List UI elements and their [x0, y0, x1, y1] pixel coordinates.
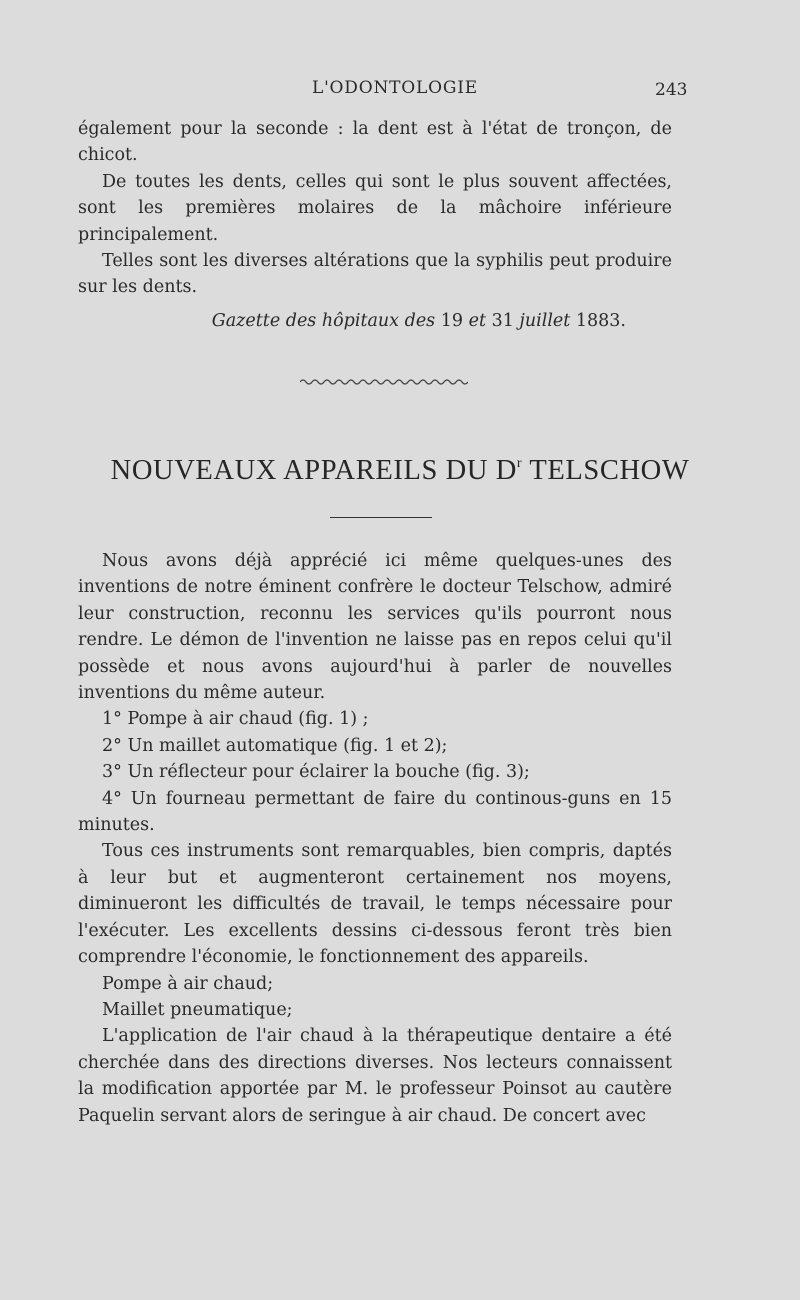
- article-body: [78, 548, 672, 1129]
- citation-et: et: [468, 311, 486, 331]
- section-title-end: TELSCHOW: [522, 455, 690, 486]
- citation: [78, 308, 672, 334]
- intro-paragraph: Nous avons déjà apprécié ici même quelques-unes des inventions de notre éminent confrère le docteur Telschow, admiré leur construction, reconnu les services qu'ils pourront nous rendre. Le démon de l'invention ne laisse pas en repos celui qu'il possède et nous avons aujourd'hui à parler de nouvelles inventions du même auteur.: [78, 551, 672, 704]
- running-header: [0, 78, 800, 102]
- paragraph: Tous ces instruments sont remarquables, bien compris, daptés à leur but et augmenteront certainement nos moyens, diminueront les difficultés de travail, le temps nécessaire pour l'exécuter. Les excellents dessins ci-dessous feront très bien comprendre l'économie, le fonctionnement des appareils.: [78, 841, 672, 968]
- subheading-line: Pompe à air chaud;: [102, 973, 274, 994]
- section-title-main: NOUVEAUX APPAREILS DU D: [110, 455, 517, 486]
- list-item: 1° Pompe à air chaud (fig. 1) ;: [102, 709, 369, 730]
- citation-day1: 19: [440, 311, 464, 331]
- top-text-block: [78, 116, 672, 301]
- citation-source: Gazette des hôpitaux des: [211, 311, 436, 331]
- section-title: [0, 455, 800, 487]
- subheading-line: Maillet pneumatique;: [102, 999, 293, 1020]
- paragraph: De toutes les dents, celles qui sont le plus souvent affectées, sont les premières molaires de la mâchoire inférieure principalement.: [78, 171, 672, 245]
- citation-day2: 31: [491, 311, 514, 331]
- page-number: 243: [655, 80, 688, 100]
- running-title: L'ODONTOLOGIE: [312, 78, 478, 98]
- list-item: 3° Un réflecteur pour éclairer la bouche (fig. 3);: [102, 762, 530, 783]
- list-item: 4° Un fourneau permettant de faire du continous-guns en 15 minutes.: [78, 788, 672, 836]
- title-rule: [330, 517, 432, 518]
- wavy-ornament: [300, 376, 468, 388]
- section-title-sup: r: [516, 455, 523, 471]
- paragraph-continuation: également pour la seconde : la dent est à l'état de tronçon, de chicot.: [78, 119, 672, 166]
- paragraph: L'application de l'air chaud à la thérapeutique dentaire a été cherchée dans des directions diverses. Nos lecteurs connaissent la modification apportée par M. le professeur Poinsot au cautère Paquelin servant alors de seringue à air chaud. De concert avec: [78, 1026, 672, 1126]
- citation-month: juillet: [519, 311, 571, 331]
- list-item: 2° Un maillet automatique (fig. 1 et 2);: [102, 735, 448, 756]
- paragraph: Telles sont les diverses altérations que la syphilis peut produire sur les dents.: [78, 251, 672, 298]
- citation-year: 1883.: [575, 311, 626, 331]
